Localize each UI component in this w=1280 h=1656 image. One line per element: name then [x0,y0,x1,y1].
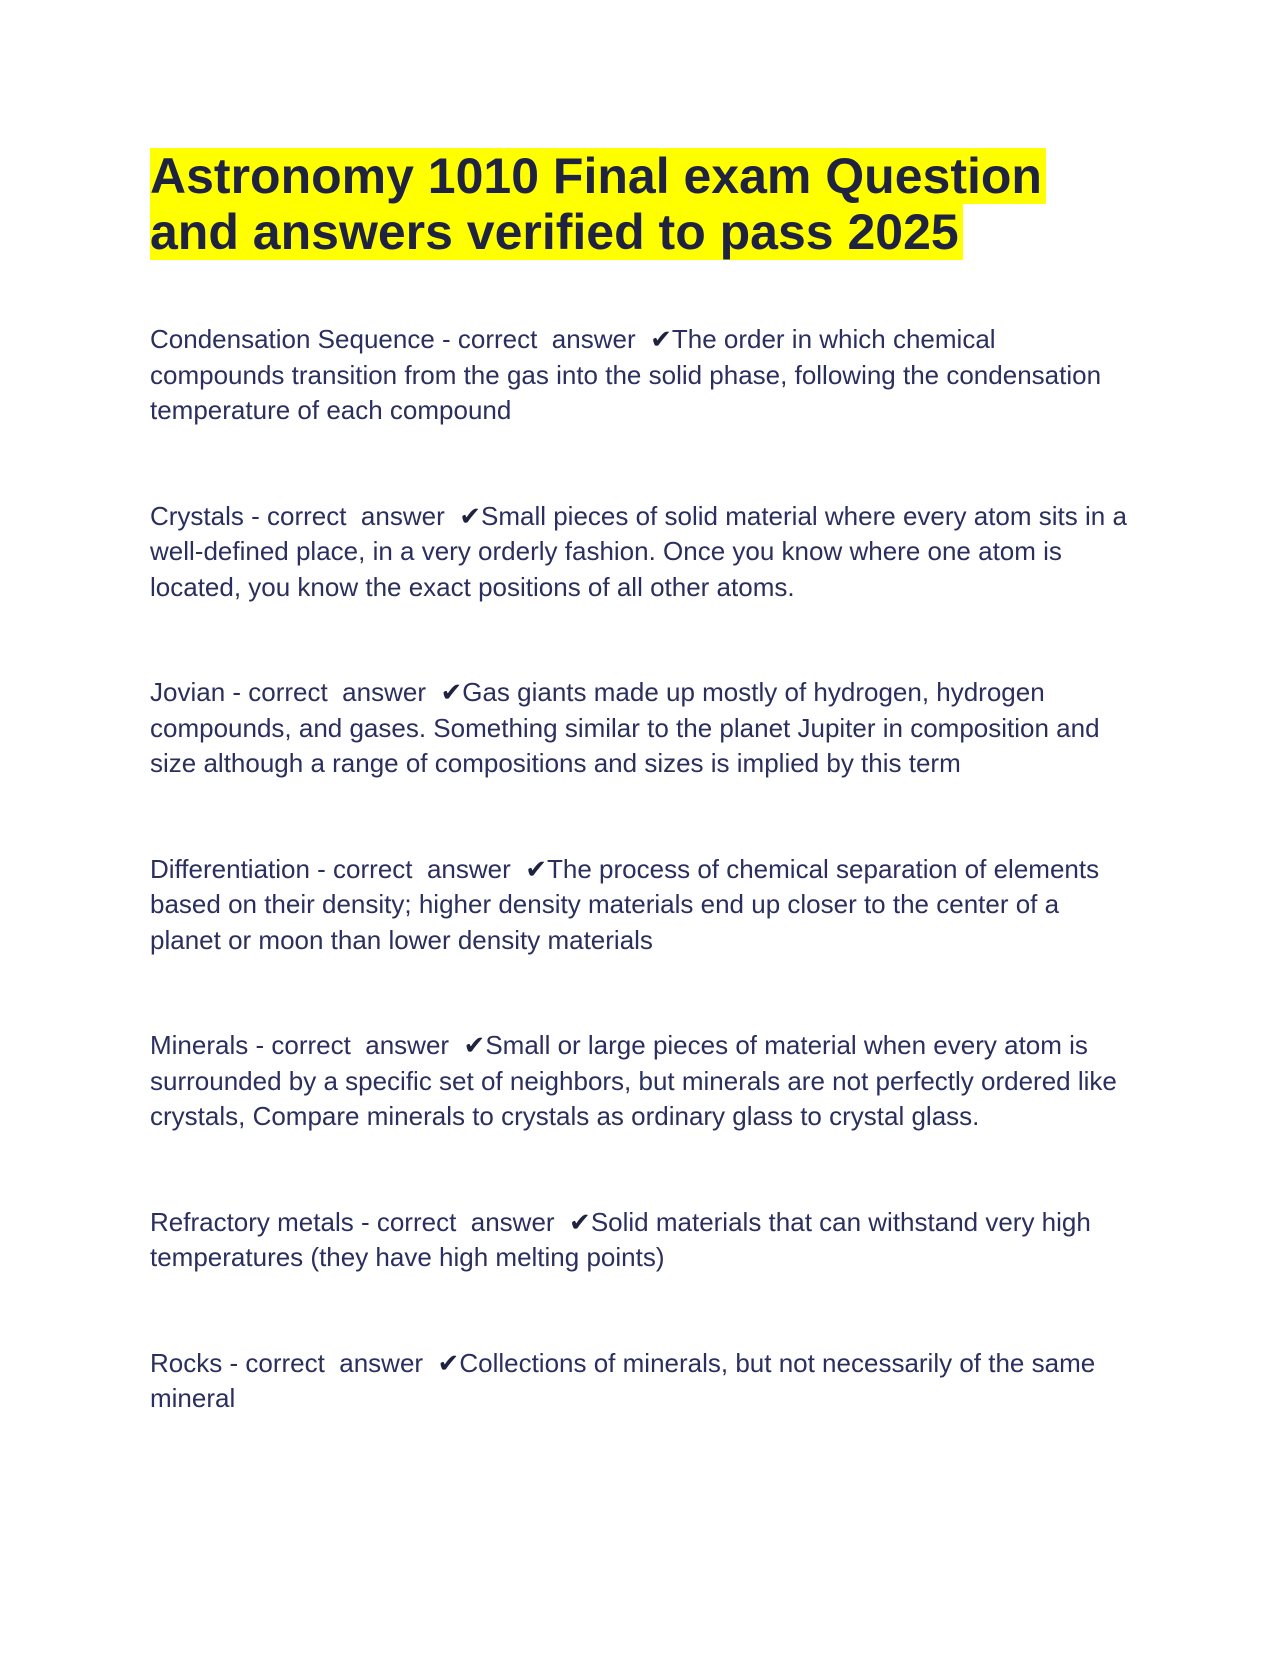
document-page [150,148,1135,1487]
entry-definition: Gas giants made up mostly of hydrogen, hydrogen compounds, and gases. Something similar to the planet Jupiter in composition and size although a range of compositions and sizes is implied by this term [150,677,1107,778]
checkmark-icon: ✔ [463,1030,486,1060]
qa-entry [150,1028,1130,1135]
title-highlight: Astronomy 1010 Final exam Question and answers verified to pass 2025 [150,148,1046,260]
entry-connector: - correct answer [353,1206,570,1237]
qa-entry [150,499,1135,606]
checkmark-icon: ✔ [525,853,548,884]
entry-definition: Small pieces of solid material where every atom sits in a well-defined place, in a very orderly fashion. Once you know where one atom is located, you know the exact positions of all other atoms. [150,500,1135,602]
entry-term: Jovian [150,677,226,707]
document-title [150,148,1130,260]
entry-connector: - correct answer [434,324,651,354]
qa-entry [150,1346,1130,1417]
qa-entry [150,1205,1130,1276]
entry-term: Crystals [150,500,244,531]
entry-term: Condensation Sequence [150,324,435,354]
entry-term: Rocks [150,1347,223,1378]
entry-definition: The order in which chemical compounds transition from the gas into the solid phase, following the condensation temperature of each compound [150,324,1109,425]
entry-connector: - correct answer [225,677,441,707]
entry-definition: Collections of minerals, but not necessarily of the same mineral [150,1347,1103,1413]
qa-entry [150,852,1130,959]
entry-definition: The process of chemical separation of elements based on their density; higher density materials end up closer to the center of a planet or moon than lower density materials [150,853,1107,955]
qa-list [150,322,1135,1417]
entry-definition: Solid materials that can withstand very high temperatures (they have high melting points) [150,1206,1099,1272]
entry-connector: - correct answer [222,1347,438,1378]
entry-connector: - correct answer [243,500,460,531]
checkmark-icon: ✔ [437,1347,460,1378]
qa-entry [150,322,1130,429]
entry-term: Differentiation [150,853,310,884]
checkmark-icon: ✔ [569,1206,591,1237]
entry-term: Refractory metals [150,1206,354,1237]
entry-connector: - correct answer [248,1030,464,1060]
qa-entry [150,675,1130,782]
checkmark-icon: ✔ [459,500,481,531]
checkmark-icon: ✔ [440,677,463,707]
entry-term: Minerals [150,1030,249,1060]
entry-definition: Small or large pieces of material when every atom is surrounded by a specific set of neighbors, but minerals are not perfectly ordered like crystals, Compare minerals to crystals as ordinary glass to crystal glass. [150,1030,1125,1131]
entry-connector: - correct answer [309,853,526,884]
checkmark-icon: ✔ [650,324,672,354]
